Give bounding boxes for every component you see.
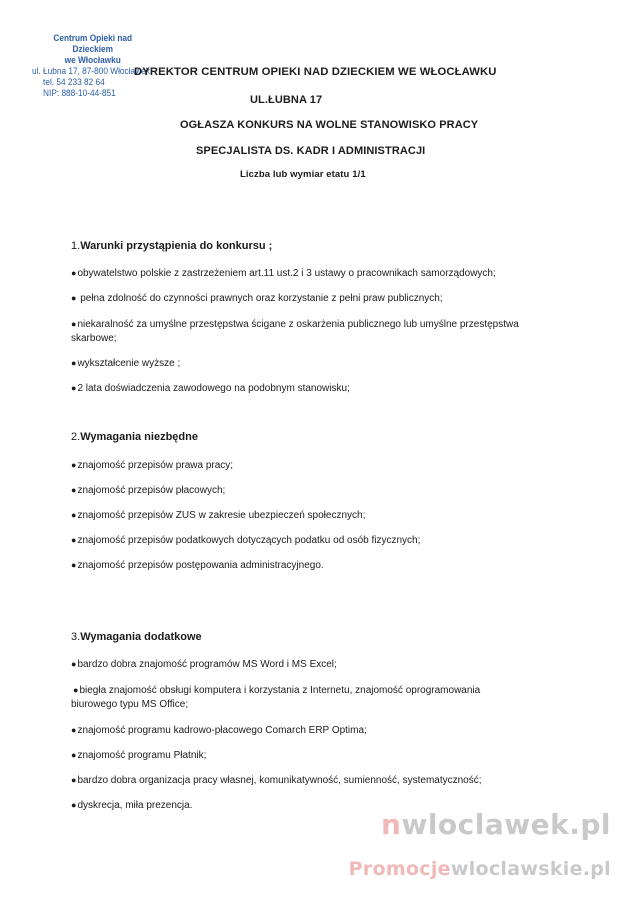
section-title-text: Wymagania dodatkowe: [80, 631, 202, 643]
bullet-icon: ●: [71, 725, 77, 735]
watermark-site: [381, 808, 611, 841]
stamp-line-phone: tel. 54 233 82 64: [43, 77, 105, 87]
list-item-text: znajomość przepisów płacowych;: [77, 485, 226, 496]
bullet-icon: ●: [71, 319, 77, 329]
list-item: [71, 265, 571, 282]
bullet-icon: ●: [71, 383, 77, 393]
bullet-icon: ●: [71, 535, 77, 545]
stamp-line-name: Centrum Opieki nad Dzieckiem: [53, 33, 133, 54]
header-position: SPECJALISTA DS. KADR I ADMINISTRACJI: [196, 145, 426, 157]
watermark-accent: n: [381, 808, 402, 841]
watermark-promo: [349, 858, 611, 880]
list-item-text: bardzo dobra znajomość programów MS Word i MS Excel;: [77, 659, 337, 670]
stamp-line-address: ul. Łubna 17, 87-800 Włocławek: [32, 66, 150, 76]
section-number: 1.: [71, 240, 81, 252]
list-item-continuation: skarbowe;: [71, 333, 117, 344]
bullet-icon: ●: [71, 293, 77, 303]
bullet-icon: ●: [71, 775, 77, 785]
bullet-icon: ●: [71, 800, 77, 810]
section-number: 3.: [71, 631, 81, 643]
list-item-text: znajomość przepisów prawa pracy;: [77, 460, 234, 471]
list-item: [71, 747, 571, 764]
stamp-line-city: we Włocławku: [64, 55, 121, 65]
section-title: [71, 240, 272, 252]
list-item: [71, 656, 571, 673]
list-item-text: znajomość programu kadrowo-płacowego Comarch ERP Optima;: [77, 725, 367, 736]
bullet-icon: ●: [71, 560, 77, 570]
list-item-text: znajomość przepisów podatkowych dotyczących podatku od osób fizycznych;: [77, 535, 421, 546]
header-fte: Liczba lub wymiar etatu 1/1: [240, 169, 366, 180]
header-address: UL.ŁUBNA 17: [250, 94, 323, 106]
bullet-icon: ●: [71, 485, 77, 495]
bullet-icon: ●: [71, 358, 77, 368]
section-title: [71, 431, 198, 443]
bullet-icon: ●: [71, 659, 77, 669]
list-item-text: pełna zdolność do czynności prawnych oraz korzystanie z pełni praw publicznych;: [77, 293, 443, 304]
bullet-icon: ●: [71, 268, 77, 278]
bullet-icon: ●: [71, 510, 77, 520]
list-item-text: biegła znajomość obsługi komputera i korzystania z Internetu, znajomość oprogramowania: [79, 685, 481, 696]
list-item-text: 2 lata doświadczenia zawodowego na podobnym stanowisku;: [77, 383, 350, 394]
list-item-text: wykształcenie wyższe ;: [77, 358, 181, 369]
list-item: [71, 355, 571, 372]
bullet-icon: ●: [71, 460, 77, 470]
section-title-text: Wymagania niezbędne: [80, 431, 198, 443]
list-item: [71, 557, 571, 574]
list-item: [71, 457, 571, 474]
bullet-icon: ●: [71, 750, 77, 760]
section-number: 2.: [71, 431, 81, 443]
list-item-continuation: biurowego typu MS Office;: [71, 699, 189, 710]
list-item: [71, 532, 571, 549]
watermark-accent: Promocje: [348, 858, 451, 880]
list-item-text: bardzo dobra organizacja pracy własnej, komunikatywność, sumienność, systematyczność;: [77, 775, 482, 786]
stamp-line-nip: NIP: 888-10-44-851: [43, 88, 116, 98]
section-title-text: Warunki przystąpienia do konkursu ;: [80, 240, 273, 252]
list-item: [71, 507, 571, 524]
list-item-text: znajomość przepisów ZUS w zakresie ubezpieczeń społecznych;: [77, 510, 366, 521]
list-item: [71, 482, 571, 499]
list-item: [71, 290, 571, 307]
list-item: [71, 772, 571, 789]
header-director: DYREKTOR CENTRUM OPIEKI NAD DZIECKIEM WE WŁOCŁAWKU: [134, 66, 497, 78]
bullet-icon: ●: [73, 685, 79, 695]
list-item: [71, 380, 571, 397]
list-item-text: znajomość programu Płatnik;: [77, 750, 207, 761]
list-item-text: niekaralność za umyślne przestępstwa ścigane z oskarżenia publicznego lub umyślne przestępstwa: [77, 319, 519, 330]
section-title: [71, 631, 202, 643]
list-item: [71, 722, 571, 739]
list-item-text: dyskrecja, miła prezencja.: [77, 800, 193, 811]
watermark-text: wloclawek.pl: [401, 808, 611, 841]
list-item-text: znajomość przepisów postępowania administracyjnego.: [77, 560, 324, 571]
list-item-text: obywatelstwo polskie z zastrzeżeniem art.11 ust.2 i 3 ustawy o pracownikach samorządowych;: [77, 268, 496, 279]
header-announcement: OGŁASZA KONKURS NA WOLNE STANOWISKO PRACY: [180, 119, 479, 131]
watermark-text: wloclawskie.pl: [450, 858, 611, 880]
